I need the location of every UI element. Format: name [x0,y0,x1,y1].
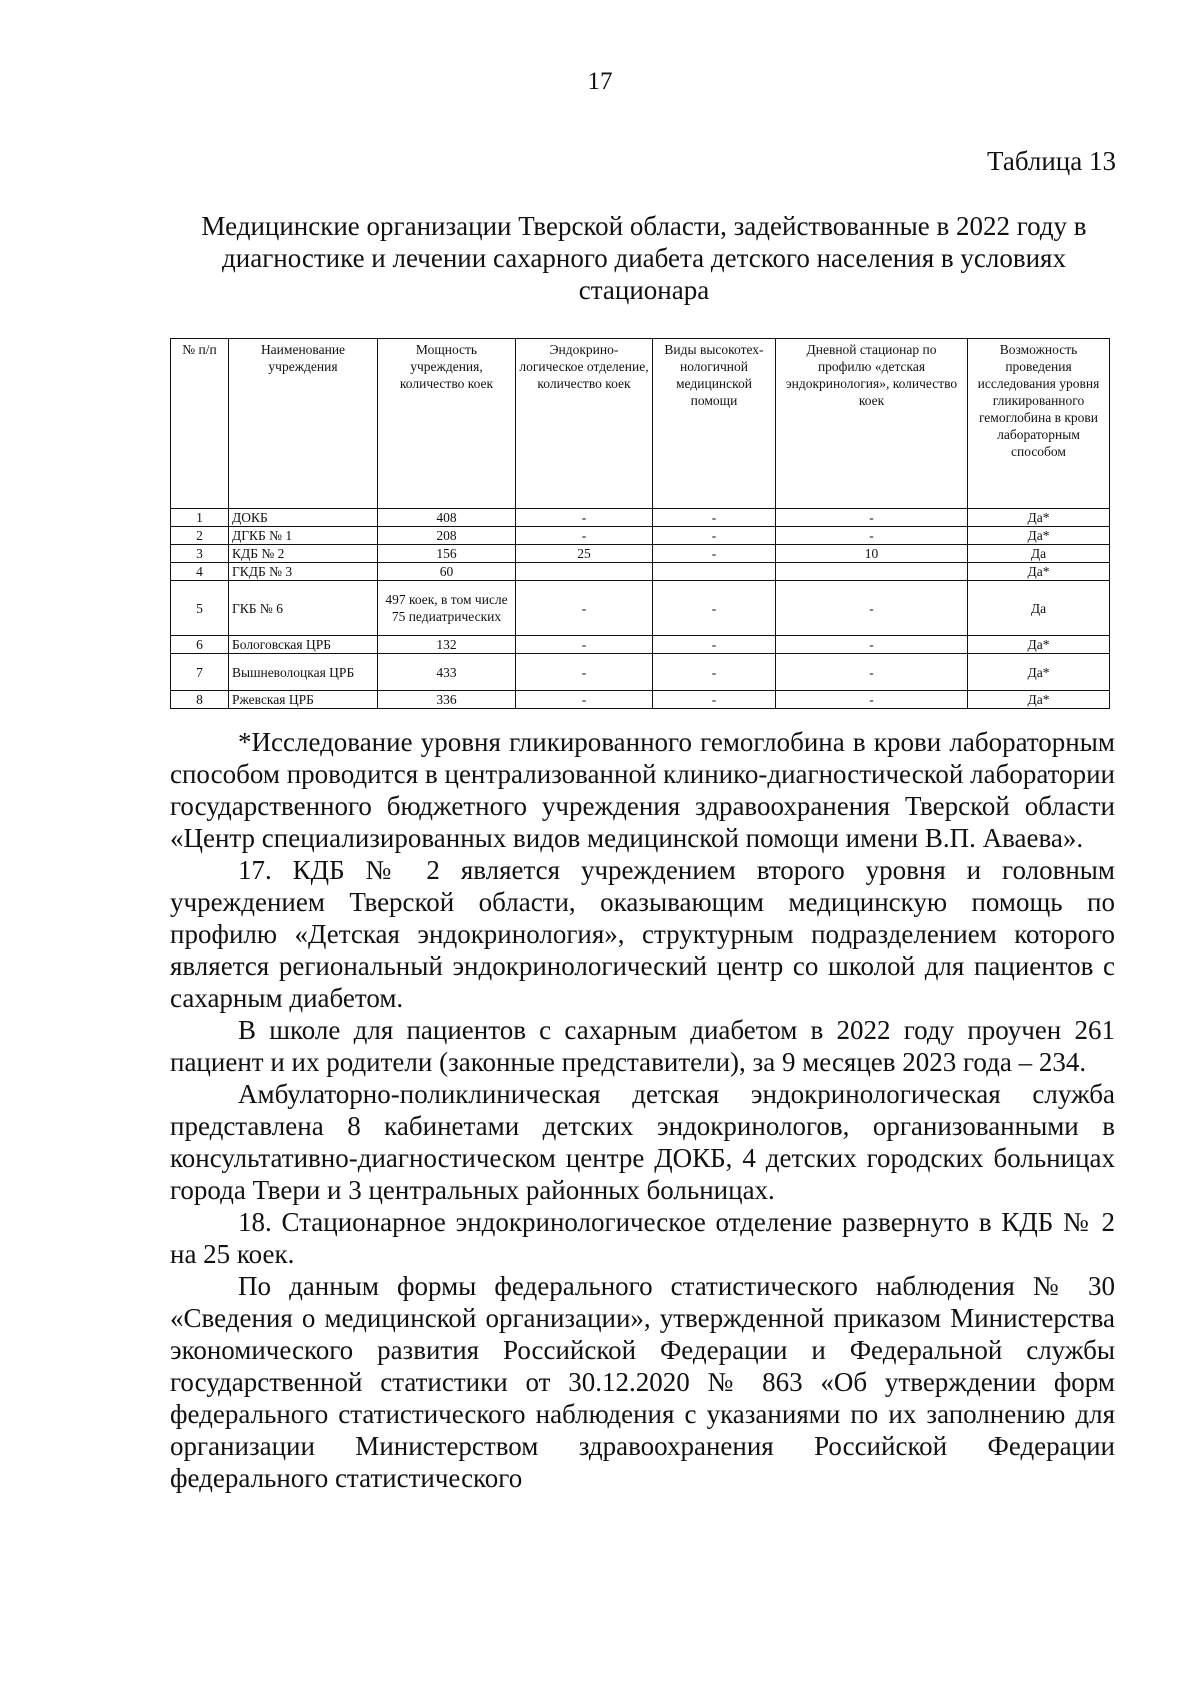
paragraph-ambulatory: Амбулаторно-поликлиническая детская эндокринологическая служба представлена 8 кабинетами детских эндокринологов, организованными в консультативно-диагностическом центре ДОКБ, 4 детских городских больницах города Твери и 3 центральных районных больницах. [170,1079,1115,1205]
table-row [171,691,1110,709]
header-hba1c: Возможность проведения исследования уровня гликированного гемоглобина в крови лабораторным способом [968,339,1110,509]
table-row [171,563,1110,581]
cell-hba1c: Да [968,581,1110,636]
cell-name: ГКДБ № 3 [229,563,378,581]
cell-endocrine: - [516,654,653,691]
cell-endocrine: 25 [516,545,653,563]
table-header-row [171,339,1110,509]
cell-hba1c: Да [968,545,1110,563]
footnote-paragraph: *Исследование уровня гликированного гемоглобина в крови лабораторным способом проводится в централизованной клинико-диагностической лаборатории государственного бюджетного учреждения здравоохранения Тверской области «Центр специализированных видов медицинской помощи имени В.П. Аваева». [170,727,1115,853]
cell-endocrine: - [516,691,653,709]
cell-number: 5 [171,581,229,636]
cell-hba1c: Да* [968,654,1110,691]
paragraph-school: В школе для пациентов с сахарным диабетом в 2022 году проучен 261 пациент и их родители (законные представители), за 9 месяцев 2023 года – 234. [170,1015,1115,1077]
cell-capacity: 132 [378,636,516,654]
page-number: 17 [587,68,613,95]
facilities-table [170,338,1110,709]
cell-endocrine: - [516,581,653,636]
cell-high-tech: - [653,545,776,563]
cell-hba1c: Да* [968,509,1110,527]
cell-number: 1 [171,509,229,527]
cell-endocrine: - [516,509,653,527]
paragraph-18: 18. Стационарное эндокринологическое отделение развернуто в КДБ № 2 на 25 коек. [170,1207,1115,1269]
cell-high-tech: - [653,527,776,545]
cell-name: Бологовская ЦРБ [229,636,378,654]
cell-number: 3 [171,545,229,563]
body-text [170,726,1115,1494]
header-capacity: Мощность учреждения, количество коек [378,339,516,509]
cell-name: Ржевская ЦРБ [229,691,378,709]
cell-number: 6 [171,636,229,654]
cell-capacity: 208 [378,527,516,545]
cell-capacity: 497 коек, в том числе 75 педиатрических [378,581,516,636]
cell-day-hospital: - [776,691,968,709]
cell-name: ДОКБ [229,509,378,527]
cell-high-tech [653,563,776,581]
table-row [171,509,1110,527]
cell-endocrine [516,563,653,581]
cell-number: 4 [171,563,229,581]
cell-capacity: 60 [378,563,516,581]
table-row [171,636,1110,654]
cell-hba1c: Да* [968,527,1110,545]
cell-capacity: 433 [378,654,516,691]
cell-capacity: 156 [378,545,516,563]
cell-day-hospital: - [776,509,968,527]
table-row [171,527,1110,545]
cell-day-hospital: 10 [776,545,968,563]
cell-day-hospital: - [776,581,968,636]
header-endocrine-dept: Эндокрино-логическое отделение, количество коек [516,339,653,509]
cell-high-tech: - [653,636,776,654]
cell-endocrine: - [516,636,653,654]
cell-hba1c: Да* [968,636,1110,654]
header-high-tech: Виды высокотех-нологичной медицинской помощи [653,339,776,509]
table-row [171,581,1110,636]
table-row [171,654,1110,691]
cell-endocrine: - [516,527,653,545]
cell-capacity: 336 [378,691,516,709]
cell-day-hospital: - [776,654,968,691]
cell-capacity: 408 [378,509,516,527]
cell-high-tech: - [653,654,776,691]
cell-high-tech: - [653,581,776,636]
cell-number: 2 [171,527,229,545]
header-name: Наименование учреждения [229,339,378,509]
paragraph-17: 17. КДБ № 2 является учреждением второго уровня и головным учреждением Тверской области, оказывающим медицинскую помощь по профилю «Детская эндокринология», структурным подразделением которого является региональный эндокринологический центр со школой для пациентов с сахарным диабетом. [170,855,1115,1013]
cell-day-hospital [776,563,968,581]
cell-hba1c: Да* [968,563,1110,581]
cell-day-hospital: - [776,527,968,545]
cell-high-tech: - [653,509,776,527]
cell-name: Вышневолоцкая ЦРБ [229,654,378,691]
table-title: Медицинские организации Тверской области, задействованные в 2022 году в диагностике и лечении сахарного диабета детского населения в условиях стационара [201,211,1087,305]
cell-name: ГКБ № 6 [229,581,378,636]
cell-day-hospital: - [776,636,968,654]
table-row [171,545,1110,563]
table-label: Таблица 13 [987,146,1116,176]
cell-hba1c: Да* [968,691,1110,709]
cell-number: 7 [171,654,229,691]
cell-name: КДБ № 2 [229,545,378,563]
header-number: № п/п [171,339,229,509]
cell-high-tech: - [653,691,776,709]
paragraph-form30: По данным формы федерального статистического наблюдения № 30 «Сведения о медицинской организации», утвержденной приказом Министерства экономического развития Российской Федерации и Федеральной службы государственной статистики от 30.12.2020 № 863 «Об утверждении форм федерального статистического наблюдения с указаниями по их заполнению для организации Министерством здравоохранения Российской Федерации федерального статистического [170,1271,1115,1493]
header-day-hospital: Дневной стационар по профилю «детская эндокринология», количество коек [776,339,968,509]
cell-name: ДГКБ № 1 [229,527,378,545]
cell-number: 8 [171,691,229,709]
